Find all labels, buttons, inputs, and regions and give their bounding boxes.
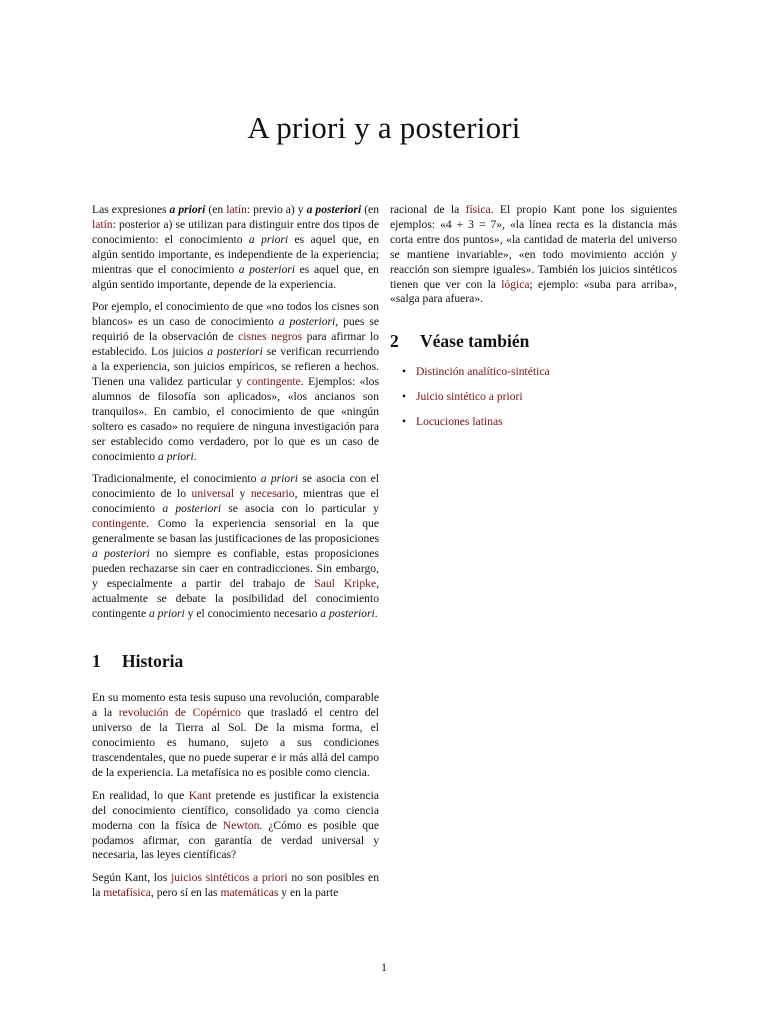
text: Tradicionalmente, el conocimiento xyxy=(92,472,261,486)
see-also-item xyxy=(402,415,677,430)
text: ; ejemplo: «suba para arriba», «salga para afuera». xyxy=(390,277,677,306)
text: se asocia con el conocimiento de lo xyxy=(92,472,380,501)
left-column xyxy=(92,203,379,909)
link-locuciones-latinas[interactable]: Locuciones latinas xyxy=(416,415,503,429)
italic-a-priori: a priori xyxy=(260,472,298,486)
italic-a-posteriori: a posteriori xyxy=(162,502,222,516)
page-number: 1 xyxy=(381,960,387,974)
link-metafisica[interactable]: metafísica xyxy=(103,886,151,900)
link-kant[interactable]: Kant xyxy=(188,788,212,802)
italic-a-priori: a priori xyxy=(248,232,289,246)
text-racional: racional de la xyxy=(390,203,466,216)
text: no son posibles en la xyxy=(92,871,379,900)
text: Por ejemplo, el conocimiento de que «no todos los cisnes son blancos» es un caso de conocimiento xyxy=(92,300,379,329)
text: En su momento esta tesis supuso una revolución, comparable a la xyxy=(92,691,379,720)
text: para afirmar lo establecido. Los juicios xyxy=(92,330,379,359)
bullet-icon: • xyxy=(402,415,407,429)
historia-paragraph-1 xyxy=(92,691,379,780)
text: , actualmente se debate la posibilidad del conocimiento contingente xyxy=(92,576,379,620)
text: se verifican recurriendo a la experiencia, son juicios empíricos, se refieren a hechos. Tienen una validez particular y xyxy=(92,345,379,388)
page-title: A priori y a posteriori xyxy=(247,110,521,145)
historia-paragraph-3-continued xyxy=(390,203,677,307)
section-title: Historia xyxy=(122,651,184,672)
historia-paragraph-3-start xyxy=(92,871,379,901)
bullet-icon: • xyxy=(402,365,407,379)
text: es aquel que, en algún sentido importante, es independiente de la experiencia; mientras que el conocimiento xyxy=(92,232,379,276)
see-also-item xyxy=(402,365,677,380)
section-heading-historia xyxy=(92,651,379,672)
text: : previo a) y xyxy=(246,203,307,216)
text: que trasladó el centro del universo de la Tierra al Sol. De la misma forma, el conocimiento es humano, sujeto a sus condiciones trascendentales, que no puede superar e ir más allá del campo de la experiencia. La metafísica no es posible como ciencia. xyxy=(92,706,380,779)
link-contingente[interactable]: contingente xyxy=(92,517,147,531)
intro-paragraph-3 xyxy=(92,472,379,621)
text: , mientras que el conocimiento xyxy=(92,487,380,516)
section-title: Véase también xyxy=(420,331,530,352)
link-universal[interactable]: universal xyxy=(191,487,235,501)
text: se asocia con lo particular y xyxy=(221,502,379,516)
text: (en xyxy=(205,203,227,216)
section-number: 2 xyxy=(390,331,399,352)
link-saul-kripke[interactable]: Saul Kripke xyxy=(314,576,377,590)
term-a-priori: a priori xyxy=(169,203,206,216)
section-heading-vease xyxy=(390,331,677,352)
link-juicios-sinteticos[interactable]: juicios sintéticos a priori xyxy=(170,871,288,885)
text: Las expresiones xyxy=(92,203,170,216)
link-revolucion-copernico[interactable]: revolución de Copérnico xyxy=(118,706,241,720)
bullet-icon: • xyxy=(402,390,407,404)
section-number: 1 xyxy=(92,651,101,672)
link-juicio-sintetico-a-priori[interactable]: Juicio sintético a priori xyxy=(416,390,523,404)
italic-a-posteriori: a posteriori xyxy=(92,546,150,560)
text: pretende es justificar la existencia del conocimiento científico, consolidado ya como ciencia moderna con la física de xyxy=(92,788,379,832)
right-column xyxy=(390,203,677,440)
italic-a-priori: a priori xyxy=(148,606,185,620)
historia-paragraph-2 xyxy=(92,789,379,864)
link-necesario[interactable]: necesario xyxy=(250,487,295,501)
text: , pero sí en las xyxy=(150,886,221,900)
text: . Ejemplos: «los alumnos de filosofía son aplicados», «los ancianos son tranquilos». En cambio, el conocimiento de que «ningún soltero es casado» no requiere de ninguna investigación para ser establecido como verdadero, por lo que es un caso de conocimiento xyxy=(92,374,379,463)
italic-a-posteriori: a posteriori xyxy=(207,345,263,359)
link-cisnes-negros[interactable]: cisnes negros xyxy=(238,330,302,344)
text: . xyxy=(193,449,197,463)
link-latin[interactable]: latín xyxy=(226,203,247,216)
link-logica[interactable]: lógica xyxy=(501,277,530,291)
text: Según Kant, los xyxy=(92,871,171,885)
text: y el conocimiento necesario xyxy=(184,606,321,620)
text: . ¿Cómo es posible que podamos afirmar, con garantía de verdad universal y necesaria, las leyes científicas? xyxy=(92,818,379,862)
italic-a-posteriori: a posteriori xyxy=(238,262,295,276)
text: . El propio Kant pone los siguientes ejemplos: «4 + 3 = 7», «la línea recta es la distancia más corta entre dos puntos», «la cantidad de materia del universo se mantiene invariable», «en todo movimiento acción y reacción son siempre iguales». También los juicios sintéticos tienen que ver con la xyxy=(390,203,677,291)
intro-paragraph-1 xyxy=(92,203,379,292)
link-contingente[interactable]: contingente xyxy=(246,374,301,388)
intro-paragraph-2 xyxy=(92,300,379,464)
text: y xyxy=(234,487,251,501)
link-matematicas[interactable]: matemáticas xyxy=(220,886,279,900)
italic-a-posteriori: a posteriori xyxy=(278,315,336,329)
text: : posterior a) se utilizan para distinguir entre dos tipos de conocimiento: el conocimiento xyxy=(92,217,379,246)
see-also-list xyxy=(402,365,677,430)
see-also-item xyxy=(402,390,677,405)
text: , pues se requirió de la observación de xyxy=(92,315,379,344)
italic-a-posteriori: a posteriori xyxy=(320,606,375,620)
text: es aquel que, en algún sentido importante, depende de la experiencia. xyxy=(92,262,379,291)
link-latin[interactable]: latín xyxy=(92,217,113,231)
text-and-the-part: y en la parte xyxy=(278,886,339,900)
text: (en xyxy=(361,203,379,216)
italic-a-priori: a priori xyxy=(158,449,194,463)
text: En realidad, lo que xyxy=(92,788,189,802)
text: . xyxy=(374,606,378,620)
link-fisica[interactable]: física xyxy=(465,203,491,216)
link-distincion-analitico-sintetica[interactable]: Distinción analítico-sintética xyxy=(416,365,550,379)
text: . Como la experiencia sensorial en la que generalmente se basan las justificaciones de las proposiciones xyxy=(92,517,379,546)
link-newton[interactable]: Newton xyxy=(222,818,260,832)
text: no siempre es confiable, estas proposiciones pueden rechazarse sin caer en contradicciones. Sin embargo, y especialmente a partir del trabajo de xyxy=(92,546,380,590)
term-a-posteriori: a posteriori xyxy=(306,203,362,216)
